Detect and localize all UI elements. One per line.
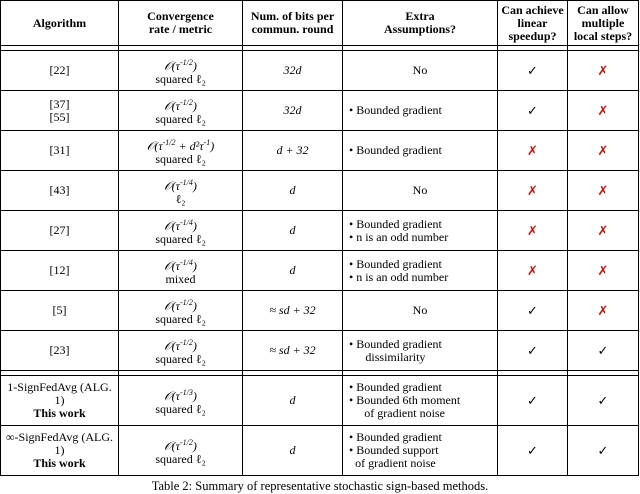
check-icon: ✓ bbox=[527, 302, 538, 318]
rate-cell bbox=[119, 131, 243, 171]
rate-expression: $𝒪(\tau^{-1/2})$ bbox=[164, 337, 197, 353]
bits-value: 32d bbox=[283, 103, 302, 117]
algorithm-cell bbox=[1, 376, 119, 426]
rate-cell bbox=[119, 291, 243, 331]
bits-cell bbox=[243, 171, 343, 211]
assumption-line: No bbox=[412, 183, 428, 197]
algorithm-cell bbox=[1, 211, 119, 251]
assumption-line: • n is an odd number bbox=[349, 269, 449, 284]
bits-value: d bbox=[289, 393, 296, 407]
speedup-cell bbox=[498, 171, 568, 211]
assumptions-cell bbox=[343, 211, 498, 251]
cross-icon: ✗ bbox=[597, 302, 609, 318]
speedup-cell bbox=[498, 131, 568, 171]
algorithm-cell bbox=[1, 131, 119, 171]
algorithm-line: [55] bbox=[49, 109, 70, 124]
rate-cell bbox=[119, 51, 243, 91]
rate-expression: $𝒪(\tau^{-1/4})$ bbox=[164, 257, 197, 273]
bits-value: 32d bbox=[283, 63, 302, 77]
cross-icon: ✗ bbox=[597, 142, 609, 158]
algorithm-cell bbox=[1, 51, 119, 91]
bits-value: ≈ sd + 32 bbox=[269, 343, 316, 357]
bits-value: ≈ sd + 32 bbox=[269, 303, 316, 317]
rate-metric: squared ℓ₂ bbox=[155, 351, 206, 366]
table-row bbox=[1, 291, 639, 331]
rate-metric: ℓ₂ bbox=[175, 191, 186, 206]
cross-icon: ✗ bbox=[597, 262, 609, 278]
assumption-line: of gradient noise bbox=[355, 456, 436, 470]
bits-cell bbox=[243, 291, 343, 331]
rate-expression: $𝒪(\tau^{-1/3})$ bbox=[164, 387, 197, 403]
rate-metric: mixed bbox=[165, 271, 196, 286]
assumptions-cell bbox=[343, 51, 498, 91]
assumptions-cell bbox=[343, 426, 498, 476]
rate-cell bbox=[119, 331, 243, 371]
speedup-cell bbox=[498, 91, 568, 131]
rate-cell bbox=[119, 171, 243, 211]
rate-metric: squared ℓ₂ bbox=[155, 401, 206, 416]
local-steps-cell bbox=[568, 376, 639, 426]
rate-metric: squared ℓ₂ bbox=[155, 71, 206, 86]
table-row bbox=[1, 171, 639, 211]
rate-expression: $𝒪(\tau^{-1/2})$ bbox=[164, 437, 197, 453]
rate-expression: $𝒪(\tau^{-1/2})$ bbox=[164, 57, 197, 73]
local-steps-cell bbox=[568, 211, 639, 251]
bits-value: d + 32 bbox=[276, 143, 309, 157]
check-icon: ✓ bbox=[527, 102, 538, 118]
table-row bbox=[1, 131, 639, 171]
table-row bbox=[1, 331, 639, 371]
algorithm-line: ∞-SignFedAvg (ALG. 1) bbox=[6, 430, 113, 457]
assumptions-cell bbox=[343, 376, 498, 426]
cross-icon: ✗ bbox=[597, 102, 609, 118]
algorithm-line: [27] bbox=[49, 223, 70, 237]
assumption-line: • Bounded gradient bbox=[349, 256, 442, 271]
bits-cell bbox=[243, 131, 343, 171]
algorithm-line: [5] bbox=[52, 303, 67, 317]
table-row bbox=[1, 426, 639, 476]
assumptions-cell bbox=[343, 171, 498, 211]
bits-value: d bbox=[289, 443, 296, 457]
bits-cell bbox=[243, 426, 343, 476]
local-steps-cell bbox=[568, 51, 639, 91]
rate-metric: squared ℓ₂ bbox=[155, 231, 206, 246]
assumption-line: • Bounded gradient bbox=[349, 103, 442, 117]
algorithm-cell bbox=[1, 251, 119, 291]
assumptions-cell bbox=[343, 291, 498, 331]
local-steps-cell bbox=[568, 331, 639, 371]
speedup-cell bbox=[498, 51, 568, 91]
check-icon: ✓ bbox=[527, 342, 538, 358]
header-bits: Num. of bits per commun. round bbox=[243, 1, 343, 46]
table-row bbox=[1, 251, 639, 291]
table-row bbox=[1, 51, 639, 91]
algorithm-cell bbox=[1, 171, 119, 211]
assumption-line: No bbox=[412, 63, 428, 77]
cross-icon: ✗ bbox=[597, 182, 609, 198]
algorithm-line: [23] bbox=[49, 343, 70, 357]
check-icon: ✓ bbox=[597, 442, 609, 458]
local-steps-cell bbox=[568, 291, 639, 331]
speedup-cell bbox=[498, 376, 568, 426]
speedup-cell bbox=[498, 331, 568, 371]
local-steps-cell bbox=[568, 91, 639, 131]
rate-metric: squared ℓ₂ bbox=[155, 451, 206, 466]
assumptions-cell bbox=[343, 251, 498, 291]
check-icon: ✓ bbox=[527, 62, 538, 78]
assumption-line: • Bounded gradient bbox=[349, 143, 442, 157]
cross-icon: ✗ bbox=[527, 262, 538, 278]
cross-icon: ✗ bbox=[527, 222, 538, 238]
bits-value: d bbox=[289, 223, 296, 237]
speedup-cell bbox=[498, 426, 568, 476]
bits-cell bbox=[243, 376, 343, 426]
rate-expression: $𝒪(\tau^{-1/2})$ bbox=[164, 297, 197, 313]
rate-metric: squared ℓ₂ bbox=[155, 151, 206, 166]
algorithm-line: [22] bbox=[49, 63, 70, 77]
bits-cell bbox=[243, 91, 343, 131]
assumption-line: dissimilarity bbox=[365, 349, 426, 364]
check-icon: ✓ bbox=[527, 392, 538, 408]
algorithm-line: 1-SignFedAvg (ALG. 1) bbox=[7, 380, 112, 407]
assumption-line: of gradient noise bbox=[364, 406, 445, 420]
local-steps-cell bbox=[568, 426, 639, 476]
rate-expression: $𝒪(\tau^{-1/2} + d^2\tau^{-1})$ bbox=[146, 137, 215, 153]
assumption-line: • Bounded gradient bbox=[349, 380, 442, 394]
algorithm-line: This work bbox=[33, 456, 86, 470]
assumptions-cell bbox=[343, 131, 498, 171]
bits-value: d bbox=[289, 263, 296, 277]
header-algorithm: Algorithm bbox=[1, 1, 119, 46]
assumption-line: • Bounded gradient bbox=[349, 216, 442, 231]
rate-metric: squared ℓ₂ bbox=[155, 111, 206, 126]
speedup-cell bbox=[498, 211, 568, 251]
bits-cell bbox=[243, 251, 343, 291]
bits-cell bbox=[243, 331, 343, 371]
header-assumptions: Extra Assumptions? bbox=[343, 1, 498, 46]
assumption-line: • n is an odd number bbox=[349, 229, 449, 244]
local-steps-cell bbox=[568, 131, 639, 171]
check-icon: ✓ bbox=[527, 442, 538, 458]
header-speedup: Can achieve linear speedup? bbox=[498, 1, 568, 46]
assumptions-cell bbox=[343, 331, 498, 371]
algorithm-line: [43] bbox=[49, 183, 70, 197]
check-icon: ✓ bbox=[597, 342, 609, 358]
assumptions-cell bbox=[343, 91, 498, 131]
algorithm-line: [31] bbox=[49, 143, 70, 157]
rate-cell bbox=[119, 426, 243, 476]
local-steps-cell bbox=[568, 251, 639, 291]
rate-expression: $𝒪(\tau^{-1/4})$ bbox=[164, 217, 197, 233]
cross-icon: ✗ bbox=[597, 62, 609, 78]
header-local: Can allow multiple local steps? bbox=[568, 1, 639, 46]
speedup-cell bbox=[498, 291, 568, 331]
algorithm-cell bbox=[1, 291, 119, 331]
rate-cell bbox=[119, 376, 243, 426]
rate-expression: $𝒪(\tau^{-1/4})$ bbox=[164, 177, 197, 193]
cross-icon: ✗ bbox=[527, 182, 538, 198]
rate-cell bbox=[119, 211, 243, 251]
bits-cell bbox=[243, 51, 343, 91]
assumption-line: • Bounded 6th moment bbox=[349, 393, 461, 407]
speedup-cell bbox=[498, 251, 568, 291]
local-steps-cell bbox=[568, 171, 639, 211]
rate-cell bbox=[119, 91, 243, 131]
header-row bbox=[1, 1, 639, 46]
cross-icon: ✗ bbox=[527, 142, 538, 158]
table-caption: Table 2: Summary of representative stochastic sign-based methods. bbox=[151, 479, 489, 493]
algorithm-line: [37] bbox=[49, 96, 70, 111]
table-row bbox=[1, 376, 639, 426]
table-row bbox=[1, 91, 639, 131]
assumption-line: • Bounded support bbox=[349, 443, 439, 457]
bits-cell bbox=[243, 211, 343, 251]
header-rate: Convergence rate / metric bbox=[119, 1, 243, 46]
rate-expression: $𝒪(\tau^{-1/2})$ bbox=[164, 97, 197, 113]
algorithm-line: This work bbox=[33, 406, 86, 420]
algorithm-cell bbox=[1, 426, 119, 476]
assumption-line: No bbox=[412, 303, 428, 317]
rate-cell bbox=[119, 251, 243, 291]
rate-metric: squared ℓ₂ bbox=[155, 311, 206, 326]
assumption-line: • Bounded gradient bbox=[349, 336, 442, 351]
algorithm-line: [12] bbox=[49, 263, 70, 277]
check-icon: ✓ bbox=[597, 392, 609, 408]
algorithm-cell bbox=[1, 331, 119, 371]
table-row bbox=[1, 211, 639, 251]
algorithm-cell bbox=[1, 91, 119, 131]
cross-icon: ✗ bbox=[597, 222, 609, 238]
bits-value: d bbox=[289, 183, 296, 197]
assumption-line: • Bounded gradient bbox=[349, 430, 442, 444]
